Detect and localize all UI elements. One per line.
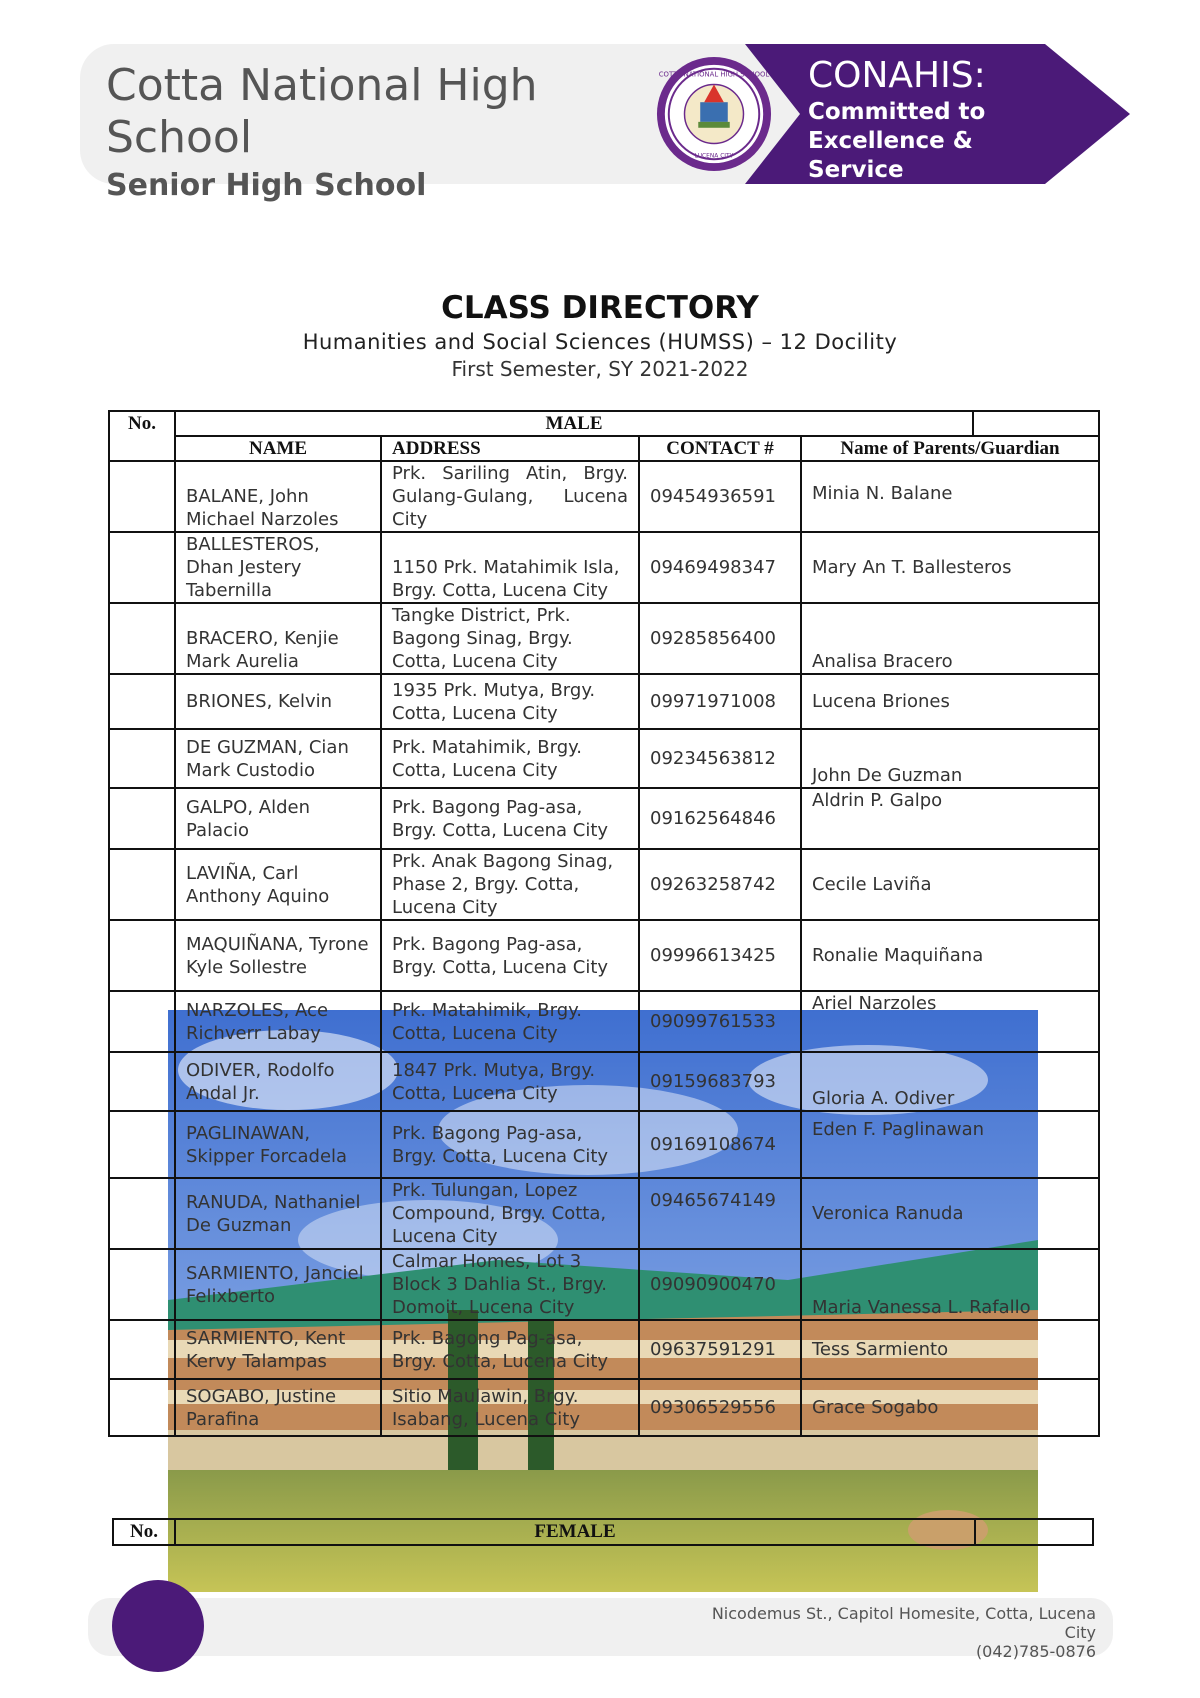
table-row	[109, 729, 1099, 788]
table-row	[109, 1249, 1099, 1320]
row-number	[109, 729, 175, 788]
student-name: NARZOLES, Ace Richverr Labay	[175, 991, 381, 1052]
name-column-header: NAME	[175, 436, 381, 461]
row-number	[109, 1379, 175, 1436]
table-row	[109, 1320, 1099, 1379]
school-subtitle: Senior High School	[106, 168, 427, 203]
student-address: Prk. Sariling Atin, Brgy. Gulang-Gulang, Lucena City	[381, 461, 639, 532]
student-name: MAQUIÑANA, Tyrone Kyle Sollestre	[175, 920, 381, 991]
student-contact: 09099761533	[639, 991, 801, 1052]
footer-address-block	[676, 1604, 1096, 1661]
parent-name: Veronica Ranuda	[801, 1178, 1099, 1249]
table-row	[109, 1178, 1099, 1249]
seal-city: LUCENA CITY	[694, 153, 734, 160]
student-address: Prk. Matahimik, Brgy. Cotta, Lucena City	[381, 729, 639, 788]
student-address: 1935 Prk. Mutya, Brgy. Cotta, Lucena City	[381, 674, 639, 729]
footer-address: Nicodemus St., Capitol Homesite, Cotta, Lucena City	[711, 1604, 1096, 1642]
student-contact: 09469498347	[639, 532, 801, 603]
student-address: Prk. Bagong Pag-asa, Brgy. Cotta, Lucena City	[381, 1111, 639, 1178]
parent-name: Lucena Briones	[801, 674, 1099, 729]
table-row	[109, 1111, 1099, 1178]
table-row	[109, 1052, 1099, 1111]
student-name: BALLESTEROS, Dhan Jestery Tabernilla	[175, 532, 381, 603]
student-address: Prk. Matahimik, Brgy. Cotta, Lucena City	[381, 991, 639, 1052]
student-name: BALANE, John Michael Narzoles	[175, 461, 381, 532]
parent-name: Maria Vanessa L. Rafallo	[801, 1249, 1099, 1320]
blank-header-cell	[973, 411, 1099, 436]
parent-name: Aldrin P. Galpo	[801, 788, 1099, 849]
footer-phone: (042)785-0876	[975, 1642, 1096, 1661]
row-number	[109, 1320, 175, 1379]
document-semester: First Semester, SY 2021-2022	[451, 357, 749, 381]
student-contact: 09971971008	[639, 674, 801, 729]
student-contact: 09090900470	[639, 1249, 801, 1320]
banner-tagline: Committed to Excellence & Service	[808, 99, 986, 183]
parent-name: Cecile Laviña	[801, 849, 1099, 920]
blank-header-cell	[975, 1519, 1093, 1545]
row-number	[109, 920, 175, 991]
student-name: SOGABO, Justine Parafina	[175, 1379, 381, 1436]
parent-name: Mary An T. Ballesteros	[801, 532, 1099, 603]
row-number	[109, 603, 175, 674]
parent-name: Ronalie Maquiñana	[801, 920, 1099, 991]
student-name: DE GUZMAN, Cian Mark Custodio	[175, 729, 381, 788]
row-number	[109, 1178, 175, 1249]
student-address: Sitio Maulawin, Brgy. Isabang, Lucena City	[381, 1379, 639, 1436]
student-name: BRIONES, Kelvin	[175, 674, 381, 729]
table-row	[109, 1379, 1099, 1436]
parent-name: Analisa Bracero	[801, 603, 1099, 674]
table-row	[109, 674, 1099, 729]
table-row	[109, 849, 1099, 920]
document-subtitle: Humanities and Social Sciences (HUMSS) – 12 Docility	[302, 330, 898, 354]
student-contact: 09162564846	[639, 788, 801, 849]
row-number	[109, 788, 175, 849]
table-row	[109, 532, 1099, 603]
student-address: Prk. Bagong Pag-asa, Brgy. Cotta, Lucena City	[381, 1320, 639, 1379]
class-directory-table	[108, 410, 1100, 1437]
student-name: RANUDA, Nathaniel De Guzman	[175, 1178, 381, 1249]
no-header: No.	[109, 411, 175, 461]
student-contact: 09169108674	[639, 1111, 801, 1178]
column-header-row	[109, 436, 1099, 461]
row-number	[109, 532, 175, 603]
student-contact: 09234563812	[639, 729, 801, 788]
student-address: Prk. Bagong Pag-asa, Brgy. Cotta, Lucena City	[381, 920, 639, 991]
table-row	[109, 991, 1099, 1052]
student-contact: 09285856400	[639, 603, 801, 674]
student-contact: 09465674149	[639, 1178, 801, 1249]
parent-name: Gloria A. Odiver	[801, 1052, 1099, 1111]
student-address: Prk. Anak Bagong Sinag, Phase 2, Brgy. Cotta, Lucena City	[381, 849, 639, 920]
school-name: Cotta National High School	[106, 60, 538, 163]
parent-name: John De Guzman	[801, 729, 1099, 788]
table-row	[109, 920, 1099, 991]
parent-name: Ariel Narzoles	[801, 991, 1099, 1052]
school-seal-icon	[655, 55, 773, 173]
student-contact: 09159683793	[639, 1052, 801, 1111]
table-row	[109, 461, 1099, 532]
seal-text: COTTA NATIONAL HIGH SCHOOL	[658, 70, 770, 79]
row-number	[109, 1111, 175, 1178]
document-title: CLASS DIRECTORY	[441, 290, 759, 326]
female-no-header: No.	[113, 1519, 175, 1545]
student-contact: 09996613425	[639, 920, 801, 991]
student-name: SARMIENTO, Janciel Felixberto	[175, 1249, 381, 1320]
female-header-row	[113, 1519, 1093, 1545]
parent-name: Eden F. Paglinawan	[801, 1111, 1099, 1178]
row-number	[109, 849, 175, 920]
row-number	[109, 991, 175, 1052]
address-column-header: ADDRESS	[381, 436, 639, 461]
parent-column-header: Name of Parents/Guardian	[801, 436, 1099, 461]
student-name: ODIVER, Rodolfo Andal Jr.	[175, 1052, 381, 1111]
parent-name: Minia N. Balane	[801, 461, 1099, 532]
student-name: SARMIENTO, Kent Kervy Talampas	[175, 1320, 381, 1379]
student-contact: 09454936591	[639, 461, 801, 532]
row-number	[109, 1052, 175, 1111]
student-contact: 09263258742	[639, 849, 801, 920]
table-row	[109, 603, 1099, 674]
banner-title: CONAHIS:	[808, 55, 986, 96]
student-address: Calmar Homes, Lot 3 Block 3 Dahlia St., Brgy. Domoit, Lucena City	[381, 1249, 639, 1320]
row-number	[109, 461, 175, 532]
student-name: PAGLINAWAN, Skipper Forcadela	[175, 1111, 381, 1178]
contact-column-header: CONTACT #	[639, 436, 801, 461]
female-table	[112, 1518, 1094, 1546]
parent-name: Grace Sogabo	[801, 1379, 1099, 1436]
male-header: MALE	[175, 411, 973, 436]
student-address: Prk. Bagong Pag-asa, Brgy. Cotta, Lucena City	[381, 788, 639, 849]
student-address: Prk. Tulungan, Lopez Compound, Brgy. Cotta, Lucena City	[381, 1178, 639, 1249]
table-section-row	[109, 411, 1099, 436]
student-name: GALPO, Alden Palacio	[175, 788, 381, 849]
student-contact: 09637591291	[639, 1320, 801, 1379]
student-address: 1847 Prk. Mutya, Brgy. Cotta, Lucena City	[381, 1052, 639, 1111]
parent-name: Tess Sarmiento	[801, 1320, 1099, 1379]
table-row	[109, 788, 1099, 849]
student-name: LAVIÑA, Carl Anthony Aquino	[175, 849, 381, 920]
row-number	[109, 1249, 175, 1320]
student-address: 1150 Prk. Matahimik Isla, Brgy. Cotta, Lucena City	[381, 532, 639, 603]
student-contact: 09306529556	[639, 1379, 801, 1436]
student-name: BRACERO, Kenjie Mark Aurelia	[175, 603, 381, 674]
student-address: Tangke District, Prk. Bagong Sinag, Brgy. Cotta, Lucena City	[381, 603, 639, 674]
footer-circle	[112, 1580, 204, 1672]
female-header: FEMALE	[175, 1519, 975, 1545]
row-number	[109, 674, 175, 729]
